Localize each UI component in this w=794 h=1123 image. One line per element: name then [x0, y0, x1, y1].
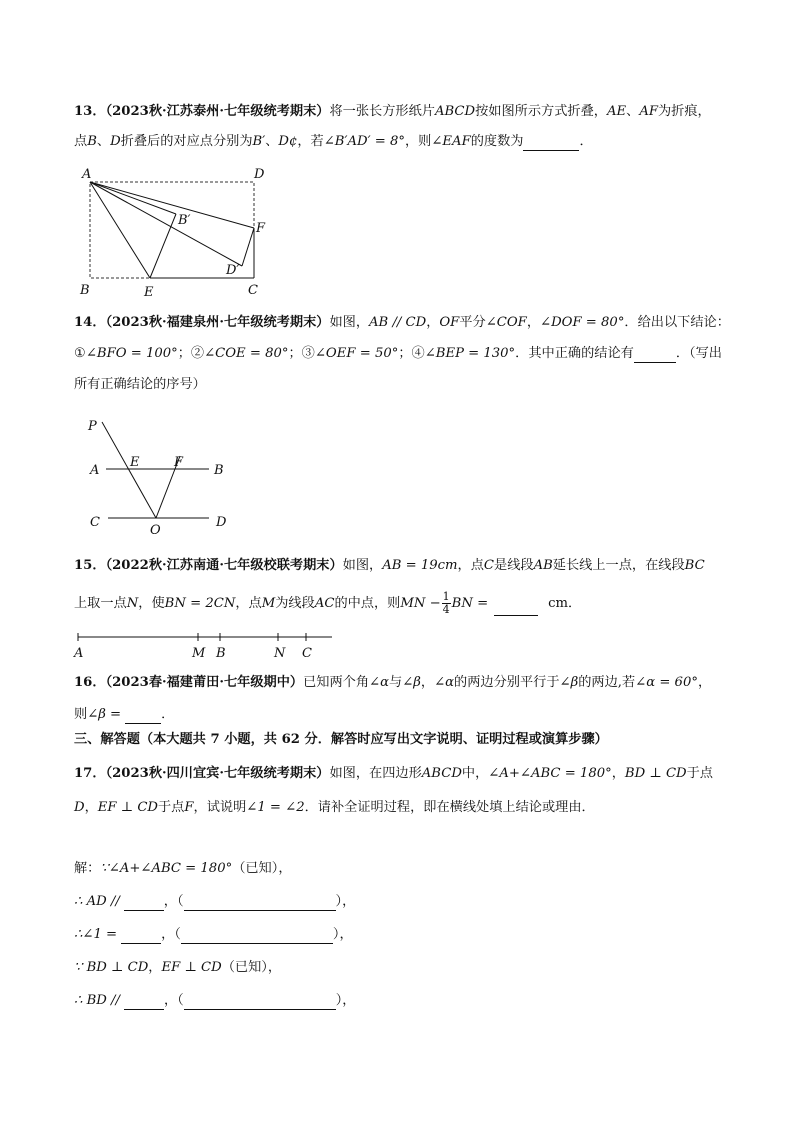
q13-text: 按如图所示方式折叠，	[475, 104, 607, 119]
q16-source: （2023春·福建莆田·七年级期中）	[105, 675, 304, 690]
q17-reason-blank-3[interactable]	[184, 995, 336, 1010]
q17-math: F	[184, 800, 194, 815]
q14-text: ．（写出	[675, 346, 722, 361]
q17-math: ∵∠A+∠ABC = 180°	[100, 861, 233, 876]
q13-label-b: B	[80, 283, 90, 298]
q17-text: （已知），	[221, 960, 282, 975]
q17-math: ∠1 = ∠2	[246, 800, 305, 815]
q13-math: ABCD	[434, 104, 476, 119]
q17-text: 解：	[74, 861, 101, 876]
q14-math: AB // CD	[369, 315, 427, 330]
q17-math: ABCD	[421, 766, 462, 781]
q13-line2	[74, 133, 593, 151]
q14-math: ∠OEF = 50°	[314, 346, 399, 361]
q16-math: ∠β =	[87, 707, 122, 722]
q15-text: ，点	[457, 558, 484, 573]
q17-text: 中，	[461, 766, 489, 781]
q13-text: 为折痕，	[658, 104, 711, 119]
q16-math: ∠α	[369, 675, 389, 690]
q16-text: 的两边,若	[578, 675, 636, 690]
q17-math: D	[74, 800, 85, 815]
q14-source: （2023秋·福建泉州·七年级统考期末）	[105, 315, 330, 330]
q13-label-e: E	[144, 285, 154, 300]
q15-label-b: B	[216, 646, 226, 661]
q15-text: 延长线上一点，在线段	[552, 558, 685, 573]
q17-math: EF ⊥ CD	[97, 800, 158, 815]
q14-text: ，	[426, 315, 440, 330]
q17-text: ，（	[163, 894, 184, 909]
q14-label-f: F	[174, 455, 184, 470]
q17-text: 如图，在四边形	[329, 766, 422, 781]
q13-label-a: A	[82, 167, 92, 182]
q17-text: ，	[84, 800, 98, 815]
q13-answer-blank[interactable]	[523, 136, 579, 151]
q14-math: OF	[439, 315, 460, 330]
q17-text: ），	[335, 993, 356, 1008]
q15-label-c: C	[302, 646, 312, 661]
q17-text: ，	[148, 960, 162, 975]
q17-text: ，（	[161, 927, 181, 942]
q15-math: C	[483, 558, 495, 573]
q17-sol-line2	[74, 893, 355, 911]
q13-line-ad1	[90, 182, 242, 266]
q16-text: ，	[697, 675, 712, 690]
q14-label-c: C	[90, 515, 100, 530]
q13-math: AE	[606, 104, 627, 119]
q14-line-po	[102, 422, 156, 518]
q15-math: BC	[684, 558, 705, 573]
q13-text: ，则	[405, 134, 432, 149]
q13-text: ，若	[297, 134, 324, 149]
q13-text: 、	[96, 134, 111, 149]
q17-line2	[74, 799, 595, 817]
q13-label-c: C	[248, 283, 258, 298]
q13-math: ∠EAF	[431, 134, 471, 149]
q15-answer-blank[interactable]	[494, 601, 538, 616]
q17-text: ），	[332, 927, 353, 942]
q14-label-p: P	[88, 419, 97, 434]
q16-text: 则	[74, 707, 88, 722]
q17-math: ∠A+∠ABC = 180°	[488, 766, 612, 781]
q15-text: 上取一点	[74, 596, 127, 611]
q15-label-n: N	[274, 646, 286, 661]
q14-line3	[74, 376, 206, 394]
q14-math: ∠COF	[485, 315, 527, 330]
q13-line-ab1	[90, 182, 176, 214]
q17-sol-line5	[74, 992, 356, 1010]
q17-blank-2[interactable]	[121, 929, 161, 944]
q17-source: （2023秋·四川宜宾·七年级统考期末）	[105, 766, 330, 781]
q13-text: 将一张长方形纸片	[329, 104, 435, 119]
q15-frac-den: 4	[442, 603, 450, 616]
q15-source: （2022秋·江苏南通·七年级校联考期末）	[105, 558, 343, 573]
q15-text: 是线段	[494, 558, 534, 573]
q13-label-f: F	[256, 221, 266, 236]
q17-math: ∵ BD ⊥ CD	[74, 960, 149, 975]
q17-line1	[74, 765, 713, 783]
q15-text: ，使	[138, 596, 165, 611]
q14-math: ∠DOF = 80°	[540, 315, 625, 330]
q13-math: B	[87, 134, 97, 149]
q13-label-b1: B′	[178, 213, 191, 228]
q16-math: ∠β	[559, 675, 579, 690]
q17-text: 于点	[158, 800, 185, 815]
q15-label-m: M	[192, 646, 206, 661]
q17-reason-blank-1[interactable]	[184, 896, 336, 911]
q15-fraction	[442, 591, 451, 616]
q14-text: 平分	[459, 315, 486, 330]
q15-math: M	[261, 596, 276, 611]
q16-math: ∠β	[402, 675, 421, 690]
q17-text: （已知），	[232, 861, 292, 876]
q14-line2	[74, 345, 722, 363]
q13-number: 13．	[74, 104, 106, 119]
q17-sol-line3	[74, 926, 353, 944]
q17-text: ．请补全证明过程，即在横线处填上结论或理由．	[304, 800, 595, 815]
q13-line-d1f	[242, 228, 254, 266]
q15-math: AB	[533, 558, 553, 573]
q15-math: N	[126, 596, 139, 611]
q14-text: ；③	[288, 346, 315, 361]
q14-label-o: O	[150, 523, 161, 538]
q17-text: ，	[611, 766, 625, 781]
q13-source: （2023秋·江苏泰州·七年级统考期末）	[105, 104, 330, 119]
q17-sol-line4	[74, 959, 281, 977]
q14-answer-blank[interactable]	[634, 348, 676, 363]
q14-math: ∠BEP = 130°	[424, 346, 516, 361]
q15-math: AC	[314, 596, 335, 611]
q15-text: 如图，	[342, 558, 383, 573]
q14-text: ，	[526, 315, 541, 330]
q15-math: BN =	[451, 596, 489, 611]
q17-math: ∴∠1 =	[74, 927, 118, 942]
q13-label-d: D	[254, 167, 265, 182]
q14-text: ；④	[398, 346, 425, 361]
q15-text: 为线段	[275, 596, 315, 611]
q16-math: ∠α = 60°	[635, 675, 698, 690]
q13-text: 、	[626, 104, 640, 119]
q16-text: 的两边分别平行于	[454, 675, 560, 690]
q17-text: ），	[335, 894, 356, 909]
q13-math: B′	[252, 134, 266, 149]
q14-number: 14．	[74, 315, 106, 330]
q14-figure	[74, 412, 244, 538]
q15-text: 的中点，则	[334, 596, 401, 611]
q14-label-e: E	[130, 455, 140, 470]
q17-reason-blank-2[interactable]	[181, 929, 333, 944]
q15-unit: cm．	[548, 596, 582, 611]
q13-text: 的度数为	[470, 134, 524, 149]
q17-sol-line1	[74, 860, 292, 878]
q16-text: 与	[389, 675, 403, 690]
q16-number: 16．	[74, 675, 106, 690]
q13-math: ∠B′AD′ = 8°	[323, 134, 405, 149]
q14-text: ．其中正确的结论有	[515, 346, 634, 361]
q13-math: D¢	[278, 134, 298, 149]
q15-text: ，点	[235, 596, 262, 611]
q16-line2	[74, 706, 174, 724]
q16-math: ∠α	[434, 675, 455, 690]
q15-number: 15．	[74, 558, 106, 573]
q14-text: ．给出以下结论：	[624, 315, 730, 330]
q14-math: ∠BFO = 100°	[85, 346, 178, 361]
q14-label-a: A	[90, 463, 100, 478]
q14-line1	[74, 314, 730, 332]
q14-text: ①	[74, 346, 86, 361]
q16-text: ．	[161, 707, 175, 722]
q17-math: BD ⊥ CD	[624, 766, 687, 781]
q17-text: 于点	[686, 766, 713, 781]
q13-line1	[74, 103, 711, 121]
q15-math: MN −	[400, 596, 441, 611]
q15-label-a: A	[74, 646, 84, 661]
q14-label-d: D	[216, 515, 227, 530]
q17-text: ，试说明	[193, 800, 247, 815]
q17-math: ∴ BD //	[74, 993, 120, 1008]
q17-blank-1[interactable]	[124, 896, 164, 911]
q13-text: 点	[74, 134, 88, 149]
section3-heading: 三、解答题（本大题共 7 小题，共 62 分．解答时应写出文字说明、证明过程或演算步骤）	[74, 732, 608, 747]
q16-text: ，	[420, 675, 435, 690]
q14-text: 如图，	[329, 315, 370, 330]
q17-text: ，（	[163, 993, 184, 1008]
q15-line2	[74, 591, 581, 616]
q16-line1	[74, 674, 711, 692]
q14-text: 所有正确结论的序号）	[74, 377, 206, 392]
q13-figure	[74, 162, 274, 300]
q15-line1	[74, 557, 705, 575]
q14-math: ∠COE = 80°	[204, 346, 289, 361]
q13-text: ．	[579, 134, 593, 149]
q17-number: 17．	[74, 766, 106, 781]
q17-math: ∴ AD //	[74, 894, 120, 909]
q16-answer-blank[interactable]	[125, 709, 161, 724]
q13-text: 、	[265, 134, 279, 149]
q17-blank-3[interactable]	[124, 995, 164, 1010]
q13-math: D	[110, 134, 121, 149]
q16-text: 已知两个角	[303, 675, 370, 690]
q15-frac-num: 1	[442, 590, 450, 603]
q15-math: BN = 2CN	[164, 596, 236, 611]
q15-figure	[70, 628, 340, 662]
q13-math: AF	[639, 104, 658, 119]
q13-line-eb1	[150, 214, 176, 278]
q13-text: 折叠后的对应点分别为	[120, 134, 253, 149]
q14-text: ；②	[177, 346, 205, 361]
q13-label-d1: D′	[226, 263, 240, 278]
q17-math: EF ⊥ CD	[161, 960, 222, 975]
q15-math: AB = 19cm	[382, 558, 458, 573]
q14-label-b: B	[214, 463, 224, 478]
